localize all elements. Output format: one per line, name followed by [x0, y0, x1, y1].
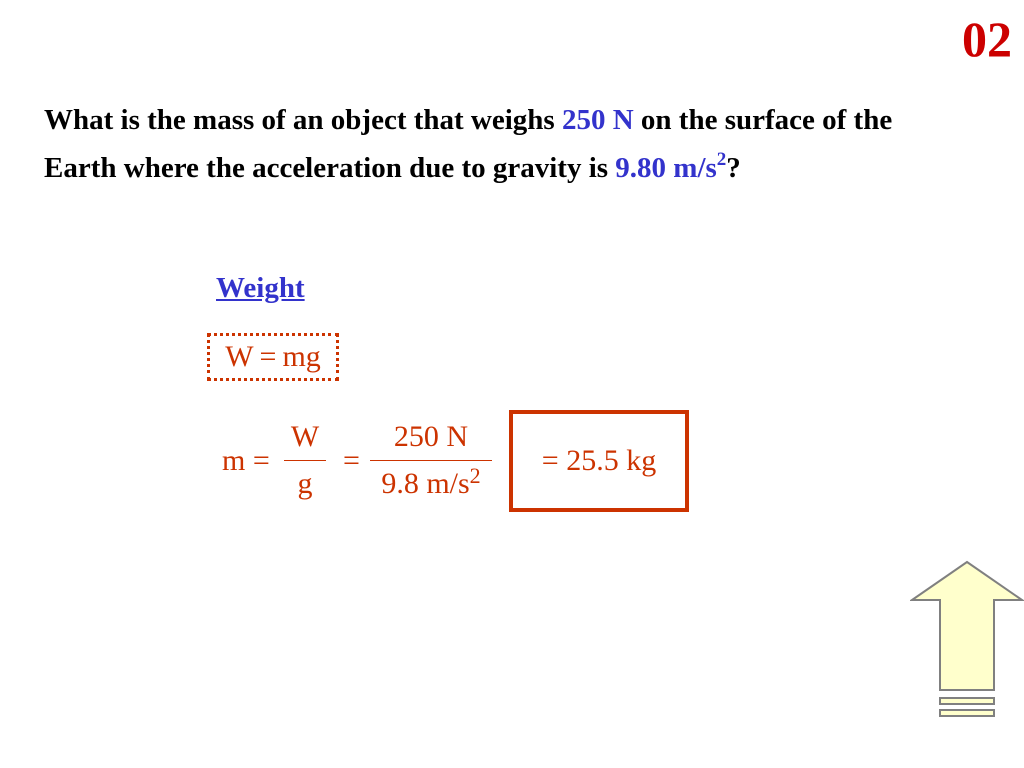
gravity-value-text: 9.80 m/s: [615, 152, 717, 184]
answer-value: = 25.5 kg: [541, 444, 657, 477]
gravity-exponent: 2: [716, 149, 727, 170]
weight-formula-box: [207, 333, 339, 381]
fraction-1-denominator: g: [297, 467, 313, 500]
fraction-1-numerator: W: [290, 420, 320, 453]
fraction-w-over-g: [284, 420, 326, 501]
fraction-2-denominator-text: 9.8 m/s: [381, 467, 470, 500]
weight-heading: Weight: [216, 272, 305, 304]
fraction-2-bar: [370, 460, 492, 461]
formula-w: W: [225, 340, 254, 373]
formula-equals: =: [259, 340, 277, 373]
slide-number: 02: [962, 11, 1012, 67]
weight-value: 250 N: [561, 104, 634, 136]
question-part-1: What is the mass of an object that weighs: [44, 104, 562, 136]
fraction-2-numerator: 250 N: [393, 420, 469, 453]
fraction-2-denominator-exponent: 2: [469, 463, 481, 488]
fraction-2-denominator: [377, 463, 484, 501]
second-equals: =: [343, 444, 360, 477]
answer-box: [509, 410, 689, 512]
formula-mg: mg: [282, 340, 321, 373]
fraction-1-bar: [284, 460, 326, 461]
question-part-2: on the surface of the Earth where the acceleration due to gravity is: [44, 104, 893, 184]
gravity-value: [615, 149, 727, 184]
up-arrow-icon[interactable]: [910, 560, 1024, 720]
mass-lhs: m =: [222, 444, 270, 477]
question-text: [44, 96, 904, 192]
question-part-3: ?: [726, 152, 741, 184]
fraction-values: [370, 420, 492, 501]
